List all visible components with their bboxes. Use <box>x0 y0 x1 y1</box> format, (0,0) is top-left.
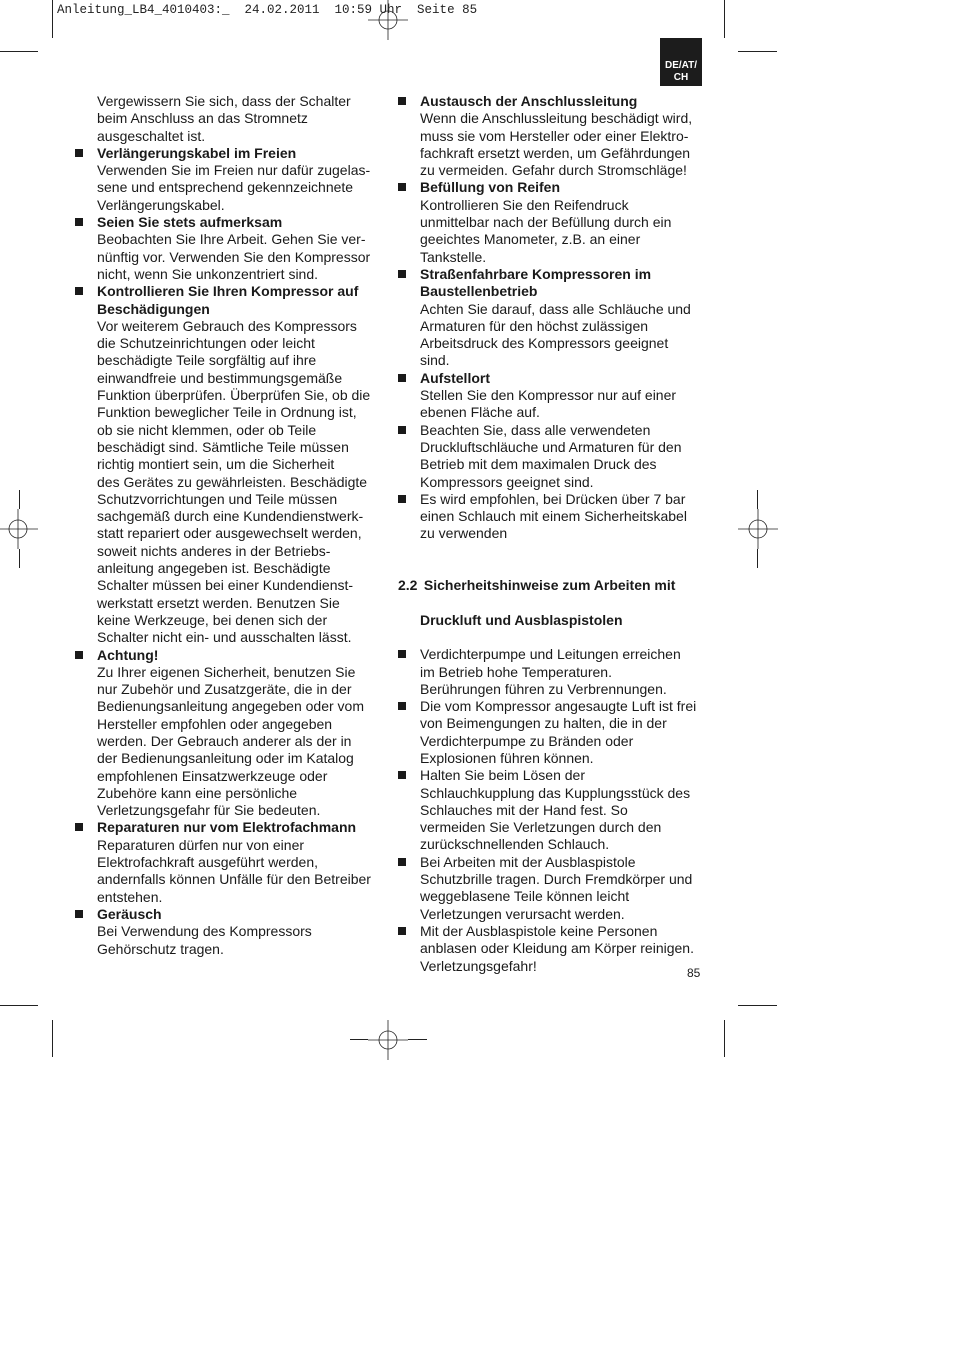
crop-mark <box>19 549 20 568</box>
item-text: Halten Sie beim Lösen der Schlauchkupplung das Kupplungsstück des Schlauches mit der Hand fest. So vermeiden Sie Verletzungen durch den zurückschnellenden Schlauch. <box>420 767 691 853</box>
language-badge-line: CH <box>673 72 689 83</box>
item-text: Die vom Kompressor angesaugte Luft ist frei von Beimengungen zu halten, die in der Verdichterpumpe zu Bränden oder Explosionen führen können. <box>420 698 697 766</box>
list-item <box>75 93 385 145</box>
crop-mark <box>0 1005 38 1006</box>
list-item <box>75 906 385 958</box>
item-text: Verwenden Sie im Freien nur dafür zugelas- sene und entsprechend gekennzeichnete Verlängerungskabel. <box>97 162 371 213</box>
item-text: Vor weiterem Gebrauch des Kompressors die Schutzeinrichtungen oder leicht beschädigte Teile sorgfältig auf ihre einwandfreie und bestimmungsgemäße Funktion überprüfen. Überprüfen Sie, ob die Funktion beweglicher Teile in Ordnung ist, ob sie nicht klemmen, oder ob Teile beschädigt sind. Sämtliche Teile müssen richtig montiert sein, um die Sicherheit des Gerätes zu gewährleisten. Beschädigte Schutzvorrichtungen und Teile müssen sachgemäß durch eine Kundendienstwerk- statt repariert oder ausgewechselt werden, soweit nichts anderes in der Betriebs- anleitung angegeben ist. Beschädigte Schalter müssen bei einer Kundendienst- werkstatt ersetzt werden. Benutzen Sie keine Werkzeuge, bei denen sich der Schalter nicht ein- und ausschalten lässt. <box>97 317 371 646</box>
item-text: Reparaturen dürfen nur von einer Elektrofachkraft ausgeführt werden, andernfalls können Unfälle für den Betreiber entstehen. <box>97 836 371 905</box>
item-heading: Aufstellort <box>420 369 490 386</box>
list-item <box>398 179 708 265</box>
section-title: Sicherheitshinweise zum Arbeiten mit <box>423 577 676 594</box>
registration-mark-icon <box>738 509 778 549</box>
item-heading: Achtung! <box>97 646 159 663</box>
item-heading: Austausch der Anschlussleitung <box>420 93 638 109</box>
section-number: 2.2 <box>398 577 418 594</box>
crop-mark <box>52 1020 53 1057</box>
item-text: Achten Sie darauf, dass alle Schläuche und Armaturen für den höchst zulässigen Arbeitsdruck des Kompressors geeignet sind. <box>420 300 691 369</box>
item-text: Es wird empfohlen, bei Drücken über 7 bar einen Schlauch mit einem Sicherheitskabel zu verwenden <box>420 490 687 542</box>
bullet-icon <box>75 218 83 226</box>
item-heading: Kontrollieren Sie Ihren Kompressor auf Beschädigungen <box>97 283 359 317</box>
item-text: Zu Ihrer eigenen Sicherheit, benutzen Sie nur Zubehör und Zusatzgeräte, die in der Bedienungsanleitung angegeben oder vom Hersteller empfohlen oder angegeben werden. Der Gebrauch anderer als der in der Bedienungsanleitung oder im Katalog empfohlenen Einsatzwerkzeuge oder Zubehöre kann eine persönliche Verletzungsgefahr für Sie bedeuten. <box>97 663 364 819</box>
bullet-icon <box>75 651 83 659</box>
page-number: 85 <box>687 966 701 980</box>
section-item-list <box>398 646 708 975</box>
item-text: Wenn die Anschlussleitung beschädigt wird, muss sie vom Hersteller oder einer Elektro- fachkraft ersetzt werden, um Gefährdungen zu vermeiden. Gefahr durch Stromschläge! <box>420 110 693 179</box>
crop-mark <box>757 490 758 509</box>
bullet-icon <box>398 426 406 434</box>
bullet-icon <box>398 858 406 866</box>
print-slug-line: Anleitung_LB4_4010403:_ 24.02.2011 10:59 Uhr Seite 85 <box>57 3 478 17</box>
list-item <box>75 214 385 283</box>
crop-mark <box>757 549 758 568</box>
registration-mark-icon <box>368 0 408 40</box>
crop-mark <box>350 1039 368 1040</box>
list-item <box>75 819 385 905</box>
item-heading: Befüllung von Reifen <box>420 179 560 196</box>
item-heading: Reparaturen nur vom Elektrofachmann <box>97 819 357 836</box>
crop-mark <box>738 1005 777 1006</box>
list-item <box>398 370 708 422</box>
section-title-line2: Druckluft und Ausblaspistolen <box>420 611 623 628</box>
item-text: Beachten Sie, dass alle verwendeten Druckluftschläuche und Armaturen für den Betrieb mit dem maximalen Druck des Kompressors geeignet sind. <box>420 421 682 490</box>
list-item <box>75 647 385 820</box>
right-item-list <box>398 93 708 543</box>
list-item <box>398 854 708 923</box>
bullet-icon <box>398 183 406 191</box>
item-text: Vergewissern Sie sich, dass der Schalter beim Anschluss an das Stromnetz ausgeschaltet ist. <box>97 93 351 144</box>
crop-mark <box>724 1020 725 1057</box>
item-text: Beobachten Sie Ihre Arbeit. Gehen Sie ver- nünftig vor. Verwenden Sie den Kompressor nicht, wenn Sie unkonzentriert sind. <box>97 231 371 282</box>
item-text: Verdichterpumpe und Leitungen erreichen im Betrieb hohe Temperaturen. Berührungen führen zu Verbrennungen. <box>420 646 681 697</box>
language-badge <box>660 38 702 86</box>
item-text: Kontrollieren Sie den Reifendruck unmittelbar nach der Befüllung durch ein geeichtes Manometer, z.B. an einer Tankstelle. <box>420 196 672 265</box>
bullet-icon <box>398 702 406 710</box>
spacer <box>398 543 708 560</box>
bullet-icon <box>398 270 406 278</box>
right-column <box>398 93 708 975</box>
crop-mark <box>724 0 725 38</box>
list-item <box>398 646 708 698</box>
list-item <box>398 698 708 767</box>
bullet-icon <box>398 97 406 105</box>
item-text: Stellen Sie den Kompressor nur auf einer ebenen Fläche auf. <box>420 387 677 421</box>
crop-mark <box>19 490 20 509</box>
crop-mark <box>408 1039 427 1040</box>
item-heading: Seien Sie stets aufmerksam <box>97 214 283 231</box>
registration-mark-icon <box>368 1020 408 1060</box>
registration-mark-icon <box>0 509 38 549</box>
crop-mark <box>0 51 38 52</box>
item-heading: Straßenfahrbare Kompressoren im Baustellenbetrieb <box>420 265 652 300</box>
list-item <box>398 491 708 543</box>
list-item <box>398 266 708 370</box>
bullet-icon <box>398 771 406 779</box>
left-column <box>75 93 385 958</box>
bullet-icon <box>75 910 83 918</box>
bullet-icon <box>398 374 406 382</box>
bullet-icon <box>75 287 83 295</box>
bullet-icon <box>75 149 83 157</box>
item-heading: Verlängerungskabel im Freien <box>97 144 297 161</box>
crop-mark <box>52 0 53 38</box>
item-text: Bei Arbeiten mit der Ausblaspistole Schutzbrille tragen. Durch Fremdkörper und weggeblasene Teile können leicht Verletzungen verursacht werden. <box>420 853 693 922</box>
bullet-icon <box>398 927 406 935</box>
crop-mark <box>738 51 777 52</box>
bullet-icon <box>398 495 406 503</box>
list-item <box>398 767 708 853</box>
item-text: Bei Verwendung des Kompressors Gehörschutz tragen. <box>97 923 312 957</box>
item-text: Mit der Ausblaspistole keine Personen anblasen oder Kleidung am Körper reinigen. Verletzungsgefahr! <box>420 922 694 974</box>
list-item <box>75 145 385 214</box>
section-heading <box>398 560 708 646</box>
bullet-icon <box>75 823 83 831</box>
list-item <box>75 283 385 646</box>
section-heading-line <box>398 577 708 594</box>
item-heading: Geräusch <box>97 905 162 922</box>
list-item <box>398 93 708 179</box>
language-badge-line: DE/AT/ <box>664 60 698 71</box>
bullet-icon <box>398 650 406 658</box>
list-item <box>398 422 708 491</box>
list-item <box>398 923 708 975</box>
